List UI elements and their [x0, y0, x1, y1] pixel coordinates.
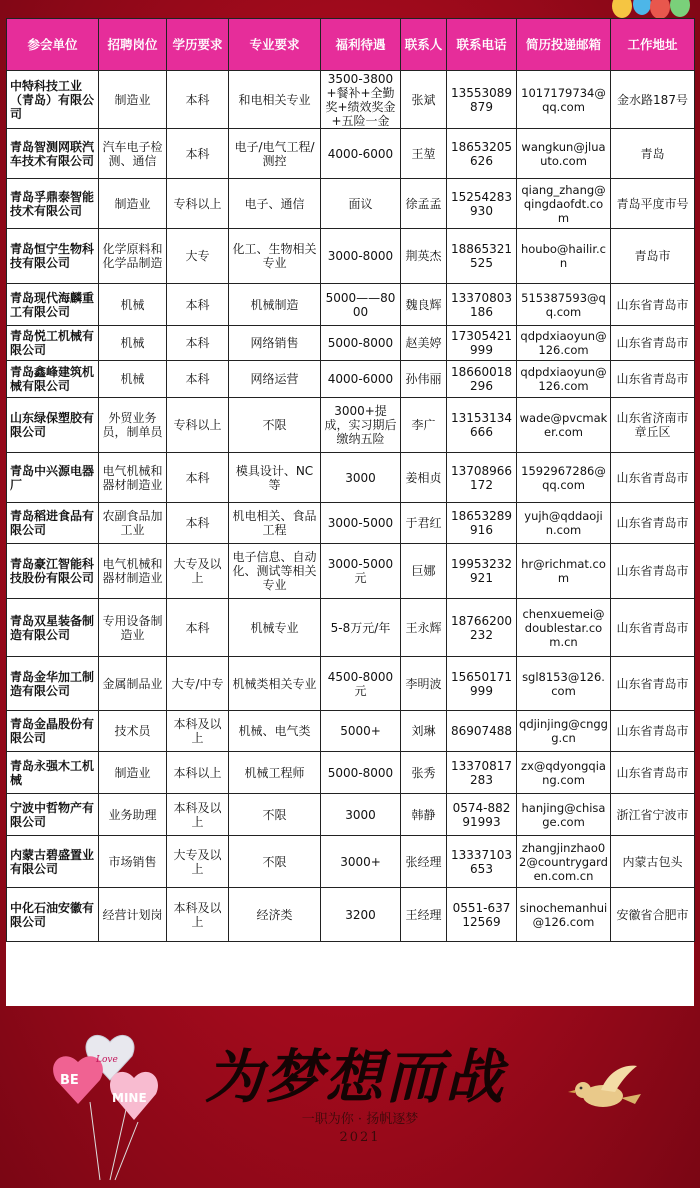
- table-row: [7, 326, 695, 361]
- balloon-text-be: BE: [60, 1073, 79, 1088]
- cell-email: qdjinjing@cnggg.cn: [517, 711, 611, 752]
- cell-email: wade@pvcmaker.com: [517, 398, 611, 453]
- cell-company: 青岛恒宁生物科技有限公司: [7, 229, 99, 284]
- column-header: 福利待遇: [321, 19, 401, 71]
- cell-address: 山东省青岛市: [611, 544, 695, 599]
- cell-phone: 13337103653: [447, 836, 517, 888]
- cell-address: 山东省青岛市: [611, 711, 695, 752]
- table-row: [7, 398, 695, 453]
- cell-contact: 王堃: [401, 129, 447, 179]
- cell-company: 青岛悦工机械有限公司: [7, 326, 99, 361]
- table-row: [7, 503, 695, 544]
- cell-benefits: 4500-8000元: [321, 657, 401, 711]
- cell-address: 山东省青岛市: [611, 326, 695, 361]
- table-row: [7, 711, 695, 752]
- column-header: 专业要求: [229, 19, 321, 71]
- cell-email: houbo@hailir.cn: [517, 229, 611, 284]
- cell-email: qdpdxiaoyun@126.com: [517, 326, 611, 361]
- cell-address: 浙江省宁波市: [611, 794, 695, 836]
- cell-benefits: 面议: [321, 179, 401, 229]
- cell-email: 1592967286@qq.com: [517, 453, 611, 503]
- cell-benefits: 5-8万元/年: [321, 599, 401, 657]
- cell-major: 机械、电气类: [229, 711, 321, 752]
- cell-education: 专科以上: [167, 398, 229, 453]
- cell-contact: 孙伟丽: [401, 361, 447, 398]
- cell-major: 经济类: [229, 888, 321, 942]
- cell-major: 电子/电气工程/测控: [229, 129, 321, 179]
- table-row: [7, 657, 695, 711]
- cell-email: sgl8153@126.com: [517, 657, 611, 711]
- cell-major: 机械专业: [229, 599, 321, 657]
- cell-position: 业务助理: [99, 794, 167, 836]
- cell-contact: 张秀: [401, 752, 447, 794]
- cell-email: qdpdxiaoyun@126.com: [517, 361, 611, 398]
- cell-company: 青岛中兴源电器厂: [7, 453, 99, 503]
- cell-email: sinochemanhui@126.com: [517, 888, 611, 942]
- cell-email: chenxuemei@doublestar.com.cn: [517, 599, 611, 657]
- table-header-row: [7, 19, 695, 71]
- cell-benefits: 3000: [321, 794, 401, 836]
- cell-company: 青岛稻进食品有限公司: [7, 503, 99, 544]
- cell-position: 专用设备制造业: [99, 599, 167, 657]
- cell-position: 经营计划岗: [99, 888, 167, 942]
- table-row: [7, 453, 695, 503]
- cell-position: 机械: [99, 326, 167, 361]
- cell-position: 电气机械和器材制造业: [99, 453, 167, 503]
- cell-phone: 13370817283: [447, 752, 517, 794]
- cell-education: 本科: [167, 71, 229, 129]
- column-header: 学历要求: [167, 19, 229, 71]
- cell-position: 机械: [99, 284, 167, 326]
- cell-company: 山东绿保塑胶有限公司: [7, 398, 99, 453]
- cell-company: 青岛金晶股份有限公司: [7, 711, 99, 752]
- table-body: [7, 71, 695, 942]
- cell-contact: 张斌: [401, 71, 447, 129]
- cell-email: 1017179734@qq.com: [517, 71, 611, 129]
- cell-company: 青岛永强木工机械: [7, 752, 99, 794]
- cell-phone: 86907488: [447, 711, 517, 752]
- cell-phone: 18660018296: [447, 361, 517, 398]
- cell-position: 制造业: [99, 752, 167, 794]
- cell-email: 515387593@qq.com: [517, 284, 611, 326]
- column-header: 招聘岗位: [99, 19, 167, 71]
- slogan-year: 2021: [339, 1130, 381, 1145]
- cell-address: 山东省青岛市: [611, 453, 695, 503]
- cell-contact: 张经理: [401, 836, 447, 888]
- cell-position: 技术员: [99, 711, 167, 752]
- cell-benefits: 5000——8000: [321, 284, 401, 326]
- cell-contact: 王经理: [401, 888, 447, 942]
- cell-company: 宁波中哲物产有限公司: [7, 794, 99, 836]
- cell-phone: 18865321525: [447, 229, 517, 284]
- cell-phone: 13153134666: [447, 398, 517, 453]
- cell-contact: 赵美婷: [401, 326, 447, 361]
- cell-company: 青岛双星装备制造有限公司: [7, 599, 99, 657]
- cell-major: 电子、通信: [229, 179, 321, 229]
- cell-address: 内蒙古包头: [611, 836, 695, 888]
- cell-phone: 0574-88291993: [447, 794, 517, 836]
- column-header: 联系人: [401, 19, 447, 71]
- cell-education: 本科: [167, 129, 229, 179]
- cell-benefits: 3500-3800+餐补+全勤奖+绩效奖金+五险一金: [321, 71, 401, 129]
- cell-address: 山东省济南市章丘区: [611, 398, 695, 453]
- cell-contact: 韩静: [401, 794, 447, 836]
- cell-address: 山东省青岛市: [611, 284, 695, 326]
- cell-education: 本科及以上: [167, 711, 229, 752]
- cell-benefits: 4000-6000: [321, 129, 401, 179]
- cell-contact: 姜相贞: [401, 453, 447, 503]
- cell-major: 机械类相关专业: [229, 657, 321, 711]
- cell-phone: 19953232921: [447, 544, 517, 599]
- cell-position: 金属制品业: [99, 657, 167, 711]
- table-row: [7, 361, 695, 398]
- cell-contact: 李广: [401, 398, 447, 453]
- balloon-text-mine: MINE: [112, 1091, 147, 1105]
- cell-education: 专科以上: [167, 179, 229, 229]
- cell-benefits: 3000-8000: [321, 229, 401, 284]
- cell-position: 制造业: [99, 71, 167, 129]
- cell-phone: 0551-63712569: [447, 888, 517, 942]
- cell-major: 机械工程师: [229, 752, 321, 794]
- cell-email: qiang_zhang@qingdaofdt.com: [517, 179, 611, 229]
- table-row: [7, 179, 695, 229]
- cell-major: 网络销售: [229, 326, 321, 361]
- cell-education: 大专/中专: [167, 657, 229, 711]
- cell-company: 青岛孚鼎泰智能技术有限公司: [7, 179, 99, 229]
- cell-contact: 巨娜: [401, 544, 447, 599]
- cell-company: 中化石油安徽有限公司: [7, 888, 99, 942]
- cell-benefits: 3000-5000元: [321, 544, 401, 599]
- table-row: [7, 836, 695, 888]
- cell-company: 青岛鑫峰建筑机械有限公司: [7, 361, 99, 398]
- cell-contact: 魏良辉: [401, 284, 447, 326]
- cell-company: 青岛豪江智能科技股份有限公司: [7, 544, 99, 599]
- cell-address: 青岛市: [611, 229, 695, 284]
- cell-major: 模具设计、NC等: [229, 453, 321, 503]
- cell-major: 网络运营: [229, 361, 321, 398]
- cell-address: 山东省青岛市: [611, 503, 695, 544]
- cell-major: 不限: [229, 836, 321, 888]
- table-row: [7, 794, 695, 836]
- cell-phone: 15650171999: [447, 657, 517, 711]
- cell-address: 金水路187号: [611, 71, 695, 129]
- heart-balloons-icon: [50, 1032, 170, 1182]
- cell-benefits: 5000-8000: [321, 326, 401, 361]
- cell-benefits: 3000: [321, 453, 401, 503]
- column-header: 联系电话: [447, 19, 517, 71]
- cell-address: 青岛平度市号: [611, 179, 695, 229]
- bird-icon: [565, 1060, 645, 1120]
- cell-education: 大专及以上: [167, 836, 229, 888]
- cell-contact: 李明波: [401, 657, 447, 711]
- cell-major: 不限: [229, 398, 321, 453]
- cell-contact: 于君红: [401, 503, 447, 544]
- cell-education: 本科及以上: [167, 888, 229, 942]
- cell-education: 大专及以上: [167, 544, 229, 599]
- cell-education: 本科: [167, 326, 229, 361]
- cell-company: 青岛智测网联汽车技术有限公司: [7, 129, 99, 179]
- cell-email: hr@richmat.com: [517, 544, 611, 599]
- cell-contact: 刘琳: [401, 711, 447, 752]
- table-row: [7, 888, 695, 942]
- table-row: [7, 284, 695, 326]
- cell-address: 青岛: [611, 129, 695, 179]
- cell-position: 机械: [99, 361, 167, 398]
- cell-phone: 13370803186: [447, 284, 517, 326]
- slogan-title: 为梦想而战: [204, 1043, 505, 1111]
- cell-phone: 18766200232: [447, 599, 517, 657]
- cell-education: 本科及以上: [167, 794, 229, 836]
- cell-email: zx@qdyongqiang.com: [517, 752, 611, 794]
- cell-address: 山东省青岛市: [611, 657, 695, 711]
- balloon-text-love: Love: [96, 1055, 118, 1065]
- cell-email: hanjing@chisage.com: [517, 794, 611, 836]
- job-listing-table: [6, 18, 695, 942]
- cell-benefits: 3200: [321, 888, 401, 942]
- cell-benefits: 4000-6000: [321, 361, 401, 398]
- cell-phone: 15254283930: [447, 179, 517, 229]
- column-header: 简历投递邮箱: [517, 19, 611, 71]
- cell-company: 青岛现代海麟重工有限公司: [7, 284, 99, 326]
- cell-address: 山东省青岛市: [611, 361, 695, 398]
- cell-contact: 王永辉: [401, 599, 447, 657]
- cell-benefits: 5000+: [321, 711, 401, 752]
- cell-address: 山东省青岛市: [611, 599, 695, 657]
- cell-major: 化工、生物相关专业: [229, 229, 321, 284]
- cell-position: 市场销售: [99, 836, 167, 888]
- cell-position: 汽车电子检测、通信: [99, 129, 167, 179]
- table-row: [7, 229, 695, 284]
- cell-phone: 13708966172: [447, 453, 517, 503]
- cell-contact: 荆英杰: [401, 229, 447, 284]
- cell-benefits: 3000-5000: [321, 503, 401, 544]
- cell-education: 本科: [167, 284, 229, 326]
- cell-company: 中特科技工业（青岛）有限公司: [7, 71, 99, 129]
- table-row: [7, 71, 695, 129]
- slogan-subtitle: 一职为你 · 扬帆逐梦: [301, 1112, 419, 1127]
- cell-phone: 17305421999: [447, 326, 517, 361]
- cell-benefits: 5000-8000: [321, 752, 401, 794]
- table-row: [7, 752, 695, 794]
- cell-phone: 18653205626: [447, 129, 517, 179]
- cell-contact: 徐孟孟: [401, 179, 447, 229]
- cell-education: 本科: [167, 453, 229, 503]
- cell-major: 机械制造: [229, 284, 321, 326]
- cell-position: 化学原料和化学品制造: [99, 229, 167, 284]
- cell-email: zhangjinzhao02@countrygarden.com.cn: [517, 836, 611, 888]
- cell-position: 制造业: [99, 179, 167, 229]
- column-header: 工作地址: [611, 19, 695, 71]
- table-row: [7, 129, 695, 179]
- cell-email: wangkun@jluauto.com: [517, 129, 611, 179]
- cell-benefits: 3000+: [321, 836, 401, 888]
- cell-education: 本科以上: [167, 752, 229, 794]
- column-header: 参会单位: [7, 19, 99, 71]
- cell-address: 安徽省合肥市: [611, 888, 695, 942]
- cell-position: 农副食品加工业: [99, 503, 167, 544]
- cell-education: 本科: [167, 599, 229, 657]
- table-row: [7, 599, 695, 657]
- cell-phone: 13553089879: [447, 71, 517, 129]
- cell-education: 本科: [167, 361, 229, 398]
- table-row: [7, 544, 695, 599]
- cell-benefits: 3000+提成，实习期后缴纳五险: [321, 398, 401, 453]
- cell-position: 外贸业务员，制单员: [99, 398, 167, 453]
- cell-company: 青岛金华加工制造有限公司: [7, 657, 99, 711]
- cell-major: 机电相关、食品工程: [229, 503, 321, 544]
- cell-email: yujh@qddaojin.com: [517, 503, 611, 544]
- cell-education: 大专: [167, 229, 229, 284]
- cell-education: 本科: [167, 503, 229, 544]
- cell-phone: 18653289916: [447, 503, 517, 544]
- cell-major: 电子信息、自动化、测试等相关专业: [229, 544, 321, 599]
- cell-company: 内蒙古碧盛置业有限公司: [7, 836, 99, 888]
- cell-major: 不限: [229, 794, 321, 836]
- cell-major: 和电相关专业: [229, 71, 321, 129]
- cell-address: 山东省青岛市: [611, 752, 695, 794]
- cell-position: 电气机械和器材制造业: [99, 544, 167, 599]
